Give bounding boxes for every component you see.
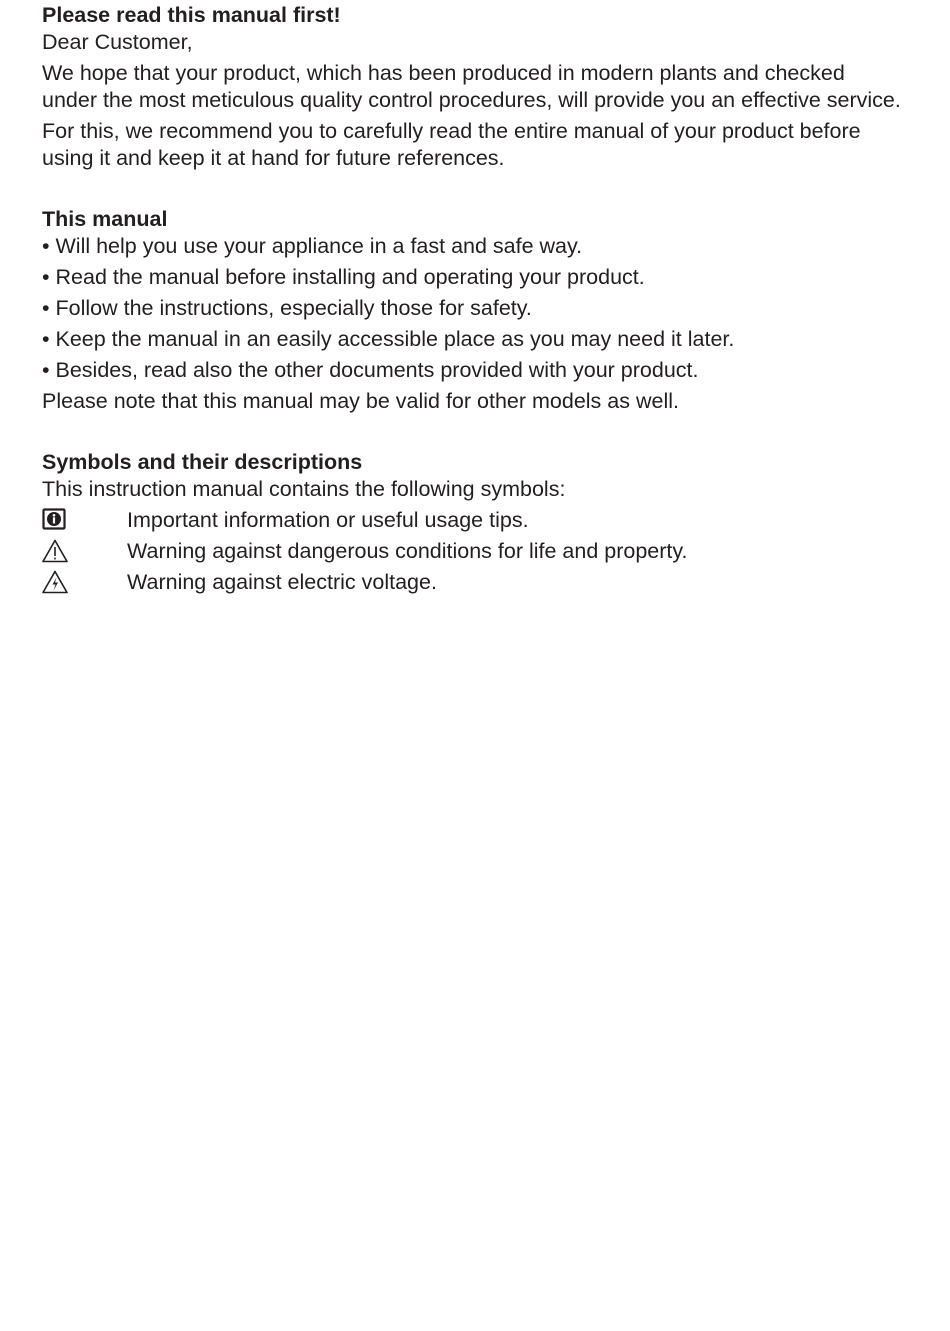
electric-warning-icon bbox=[42, 570, 68, 594]
symbol-row-warning bbox=[42, 538, 902, 565]
list-item: • Read the manual before installing and operating your product. bbox=[42, 265, 645, 289]
list-item: • Keep the manual in an easily accessible place as you may need it later. bbox=[42, 327, 735, 351]
symbol-description: Warning against dangerous conditions for life and property. bbox=[127, 539, 688, 563]
salutation: Dear Customer, bbox=[42, 30, 193, 54]
symbol-row-electric bbox=[42, 569, 902, 596]
this-manual-section bbox=[42, 206, 902, 415]
intro-paragraph-2: For this, we recommend you to carefully read the entire manual of your product before using it and keep it at hand for future references. bbox=[42, 119, 861, 170]
warning-triangle-icon bbox=[42, 539, 68, 563]
symbols-intro: This instruction manual contains the following symbols: bbox=[42, 477, 566, 501]
intro-heading: Please read this manual first! bbox=[42, 3, 341, 27]
list-item: • Besides, read also the other documents provided with your product. bbox=[42, 358, 699, 382]
symbols-section bbox=[42, 449, 902, 596]
manual-bullet-list bbox=[42, 233, 902, 384]
symbol-row-info bbox=[42, 507, 902, 534]
intro-paragraph-1: We hope that your product, which has been produced in modern plants and checked under the most meticulous quality control procedures, will provide you an effective service. bbox=[42, 61, 901, 112]
manual-page bbox=[42, 2, 902, 596]
manual-note: Please note that this manual may be valid for other models as well. bbox=[42, 389, 679, 413]
list-item: • Will help you use your appliance in a fast and safe way. bbox=[42, 234, 583, 258]
this-manual-heading: This manual bbox=[42, 207, 168, 231]
symbol-description: Important information or useful usage tips. bbox=[127, 508, 529, 532]
symbols-heading: Symbols and their descriptions bbox=[42, 450, 363, 474]
symbol-description: Warning against electric voltage. bbox=[127, 570, 437, 594]
list-item: • Follow the instructions, especially those for safety. bbox=[42, 296, 532, 320]
info-icon bbox=[42, 508, 68, 532]
